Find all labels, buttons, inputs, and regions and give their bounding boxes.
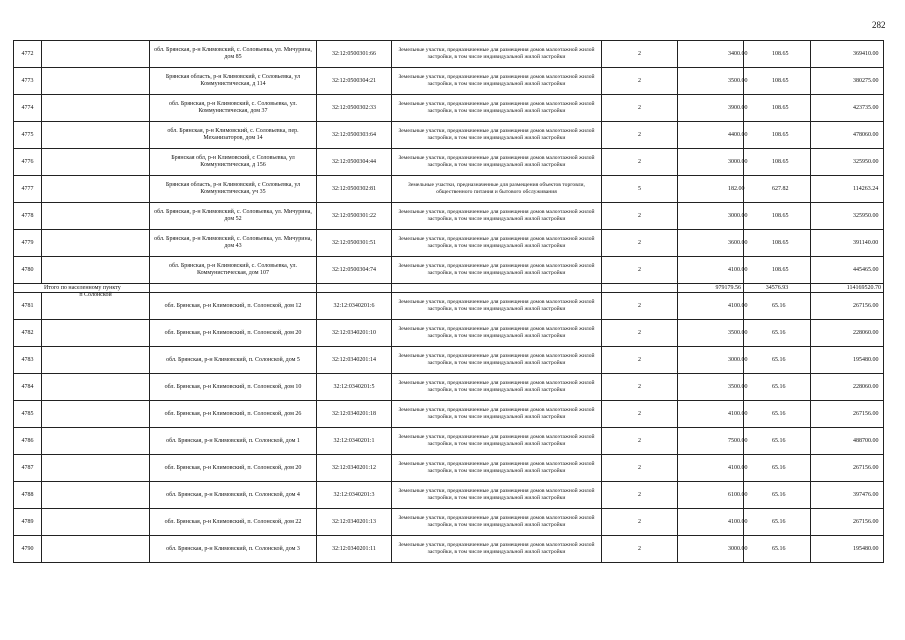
- land-use-cell: Земельные участки, предназначенные для размещения домов малоэтажной жилой застройки, в том числе индивидуальной жилой застройки: [392, 347, 602, 374]
- settlement-total-blank-2: [317, 284, 392, 293]
- price-cell: 4100.00: [678, 455, 744, 482]
- land-use-cell: Земельные участки, предназначенные для размещения домов малоэтажной жилой застройки, в том числе индивидуальной жилой застройки: [392, 149, 602, 176]
- total-cell: 391140.00: [811, 230, 884, 257]
- row-number: 4779: [14, 230, 42, 257]
- cadastral-number-cell: 32:12:0340201:1: [317, 428, 392, 455]
- settlement-cell: [42, 347, 150, 374]
- address-cell: Брянская обл, р-н Климовский, с Соловьевка, ул Коммунистическая, д 156: [150, 149, 317, 176]
- row-number: 4780: [14, 257, 42, 284]
- address-cell: обл. Брянская, р-н Климовский, п. Солонской, дом 26: [150, 401, 317, 428]
- table-row: [14, 230, 884, 257]
- address-cell: обл. Брянская, р-н Климовский, п. Солонской, дом 1: [150, 428, 317, 455]
- page-number: 282: [872, 20, 886, 30]
- cadastral-number-cell: 32:12:0340201:3: [317, 482, 392, 509]
- cadastral-number-cell: 32:12:0340201:11: [317, 536, 392, 563]
- table-row: [14, 41, 884, 68]
- category-cell: 2: [602, 482, 678, 509]
- address-cell: Брянская область, р-н Климовский, с Соловьевка, ул Коммунистическая, уч 35: [150, 176, 317, 203]
- address-cell: Брянская область, р-н Климовский, с Соловьевка, ул Коммунистическая, д 114: [150, 68, 317, 95]
- land-use-cell: Земельные участки, предназначенные для размещения домов малоэтажной жилой застройки, в том числе индивидуальной жилой застройки: [392, 68, 602, 95]
- total-cell: 267156.00: [811, 401, 884, 428]
- table-body-settlement-2: [14, 293, 884, 563]
- price-cell: 3500.00: [678, 68, 744, 95]
- rate-cell: 65.16: [744, 455, 811, 482]
- rate-cell: 108.65: [744, 230, 811, 257]
- category-cell: 2: [602, 68, 678, 95]
- cadastral-number-cell: 32:12:0500301:66: [317, 41, 392, 68]
- category-cell: 2: [602, 347, 678, 374]
- rate-cell: 108.65: [744, 68, 811, 95]
- settlement-total-blank-1: [150, 284, 317, 293]
- cadastral-number-cell: 32:12:0500302:33: [317, 95, 392, 122]
- total-cell: 114263.24: [811, 176, 884, 203]
- row-number: 4784: [14, 374, 42, 401]
- land-use-cell: Земельные участки, предназначенные для размещения домов малоэтажной жилой застройки, в том числе индивидуальной жилой застройки: [392, 509, 602, 536]
- cadastral-number-cell: 32:12:0500301:51: [317, 230, 392, 257]
- price-cell: 4100.00: [678, 509, 744, 536]
- category-cell: 2: [602, 149, 678, 176]
- rate-cell: 65.16: [744, 482, 811, 509]
- settlement-cell: [42, 176, 150, 203]
- category-cell: 2: [602, 41, 678, 68]
- category-cell: 2: [602, 257, 678, 284]
- settlement-cell: [42, 293, 150, 320]
- land-use-cell: Земельные участки, предназначенные для размещения домов малоэтажной жилой застройки, в том числе индивидуальной жилой застройки: [392, 257, 602, 284]
- category-cell: 2: [602, 509, 678, 536]
- category-cell: 2: [602, 320, 678, 347]
- row-number: 4782: [14, 320, 42, 347]
- settlement-cell: [42, 455, 150, 482]
- price-cell: 3000.00: [678, 536, 744, 563]
- settlement-sum-total: 114169520.70: [811, 284, 884, 293]
- settlement-total-label: Итого по населенному пункту: [14, 284, 150, 293]
- row-number: 4785: [14, 401, 42, 428]
- table-row: [14, 149, 884, 176]
- category-cell: 5: [602, 176, 678, 203]
- price-cell: 4100.00: [678, 401, 744, 428]
- category-cell: 2: [602, 230, 678, 257]
- price-cell: 3400.00: [678, 41, 744, 68]
- settlement-cell: [42, 68, 150, 95]
- total-cell: 488700.00: [811, 428, 884, 455]
- category-cell: 2: [602, 374, 678, 401]
- cadastral-number-cell: 32:12:0500301:22: [317, 203, 392, 230]
- price-cell: 3000.00: [678, 149, 744, 176]
- land-parcels-table: [13, 40, 884, 563]
- settlement-cell: [42, 122, 150, 149]
- land-use-cell: Земельные участки, предназначенные для размещения домов малоэтажной жилой застройки, в том числе индивидуальной жилой застройки: [392, 293, 602, 320]
- rate-cell: 65.16: [744, 347, 811, 374]
- row-number: 4776: [14, 149, 42, 176]
- rate-cell: 65.16: [744, 509, 811, 536]
- land-use-cell: Земельные участки, предназначенные для размещения домов малоэтажной жилой застройки, в том числе индивидуальной жилой застройки: [392, 536, 602, 563]
- table-row: [14, 68, 884, 95]
- rate-cell: 108.65: [744, 41, 811, 68]
- land-use-cell: Земельные участки, предназначенные для размещения домов малоэтажной жилой застройки, в том числе индивидуальной жилой застройки: [392, 203, 602, 230]
- row-number: 4774: [14, 95, 42, 122]
- row-number: 4772: [14, 41, 42, 68]
- cadastral-number-cell: 32:12:0340201:14: [317, 347, 392, 374]
- rate-cell: 108.65: [744, 257, 811, 284]
- settlement-cell: [42, 374, 150, 401]
- settlement-cell: [42, 257, 150, 284]
- table-row: [14, 293, 884, 320]
- address-cell: обл. Брянская, р-н Климовский, п. Солонской, дом 10: [150, 374, 317, 401]
- price-cell: 3600.00: [678, 230, 744, 257]
- total-cell: 267156.00: [811, 455, 884, 482]
- rate-cell: 65.16: [744, 293, 811, 320]
- settlement-total-blank-4: [602, 284, 678, 293]
- total-cell: 445465.00: [811, 257, 884, 284]
- settlement-cell: [42, 428, 150, 455]
- row-number: 4778: [14, 203, 42, 230]
- row-number: 4775: [14, 122, 42, 149]
- address-cell: обл. Брянская, р-н Климовский, п. Солонской, дом 3: [150, 536, 317, 563]
- total-cell: 325950.00: [811, 203, 884, 230]
- land-use-cell: Земельные участки, предназначенные для размещения домов малоэтажной жилой застройки, в том числе индивидуальной жилой застройки: [392, 230, 602, 257]
- total-cell: 380275.00: [811, 68, 884, 95]
- rate-cell: 65.16: [744, 401, 811, 428]
- price-cell: 182.00: [678, 176, 744, 203]
- rate-cell: 108.65: [744, 149, 811, 176]
- price-cell: 4100.00: [678, 257, 744, 284]
- land-use-cell: Земельные участки, предназначенные для размещения домов малоэтажной жилой застройки, в том числе индивидуальной жилой застройки: [392, 374, 602, 401]
- rate-cell: 65.16: [744, 428, 811, 455]
- settlement-price-total: 979179.56: [678, 284, 744, 293]
- land-use-cell: Земельные участки, предназначенные для размещения домов малоэтажной жилой застройки, в том числе индивидуальной жилой застройки: [392, 401, 602, 428]
- category-cell: 2: [602, 122, 678, 149]
- cadastral-number-cell: 32:12:0500302:81: [317, 176, 392, 203]
- table-row: [14, 95, 884, 122]
- rate-cell: 627.82: [744, 176, 811, 203]
- table-row: [14, 536, 884, 563]
- land-use-cell: Земельные участки, предназначенные для размещения домов малоэтажной жилой застройки, в том числе индивидуальной жилой застройки: [392, 428, 602, 455]
- price-cell: 3900.00: [678, 95, 744, 122]
- table-row: [14, 122, 884, 149]
- table-row: [14, 428, 884, 455]
- land-use-cell: Земельные участки, предназначенные для размещения домов малоэтажной жилой застройки, в том числе индивидуальной жилой застройки: [392, 95, 602, 122]
- cadastral-number-cell: 32:12:0500304:21: [317, 68, 392, 95]
- land-use-cell: Земельные участки, предназначенные для размещения домов малоэтажной жилой застройки, в том числе индивидуальной жилой застройки: [392, 122, 602, 149]
- category-cell: 2: [602, 536, 678, 563]
- table-row: [14, 257, 884, 284]
- table-row: [14, 203, 884, 230]
- rate-cell: 65.16: [744, 320, 811, 347]
- table-row: [14, 374, 884, 401]
- address-cell: обл. Брянская, р-н Климовский, п. Солонской, дом 12: [150, 293, 317, 320]
- price-cell: 3500.00: [678, 320, 744, 347]
- cadastral-number-cell: 32:12:0340201:5: [317, 374, 392, 401]
- settlement-cell: [42, 149, 150, 176]
- table-row: [14, 401, 884, 428]
- row-number: 4783: [14, 347, 42, 374]
- cadastral-number-cell: 32:12:0340201:6: [317, 293, 392, 320]
- address-cell: обл. Брянская, р-н Климовский, с. Соловьевка, ул. Коммунистическая, дом 37: [150, 95, 317, 122]
- rate-cell: 108.65: [744, 122, 811, 149]
- row-number: 4790: [14, 536, 42, 563]
- settlement-cell: [42, 320, 150, 347]
- address-cell: обл. Брянская, р-н Климовский, с. Соловьевка, ул. Мичурина, дом 43: [150, 230, 317, 257]
- price-cell: 4100.00: [678, 293, 744, 320]
- price-cell: 3000.00: [678, 347, 744, 374]
- row-number: 4781: [14, 293, 42, 320]
- category-cell: 2: [602, 428, 678, 455]
- land-use-cell: Земельные участки, предназначенные для размещения домов малоэтажной жилой застройки, в том числе индивидуальной жилой застройки: [392, 455, 602, 482]
- row-number: 4773: [14, 68, 42, 95]
- table-row: [14, 320, 884, 347]
- rate-cell: 65.16: [744, 374, 811, 401]
- total-cell: 423735.00: [811, 95, 884, 122]
- settlement-cell: [42, 482, 150, 509]
- table-body-settlement-1: [14, 41, 884, 284]
- cadastral-number-cell: 32:12:0340201:18: [317, 401, 392, 428]
- settlement-total-blank-3: [392, 284, 602, 293]
- settlement-cell: [42, 509, 150, 536]
- cadastral-number-cell: 32:12:0340201:12: [317, 455, 392, 482]
- price-cell: 3500.00: [678, 374, 744, 401]
- total-cell: 325950.00: [811, 149, 884, 176]
- cadastral-number-cell: 32:12:0500303:64: [317, 122, 392, 149]
- category-cell: 2: [602, 401, 678, 428]
- category-cell: 2: [602, 455, 678, 482]
- land-use-cell: Земельные участки, предназначенные для размещения домов малоэтажной жилой застройки, в том числе индивидуальной жилой застройки: [392, 41, 602, 68]
- price-cell: 4400.00: [678, 122, 744, 149]
- land-use-cell: Земельные участки, предназначенные для размещения объектов торговли, общественного питания и бытового обслуживания: [392, 176, 602, 203]
- land-use-cell: Земельные участки, предназначенные для размещения домов малоэтажной жилой застройки, в том числе индивидуальной жилой застройки: [392, 320, 602, 347]
- cadastral-number-cell: 32:12:0340201:10: [317, 320, 392, 347]
- category-cell: 2: [602, 293, 678, 320]
- rate-cell: 65.16: [744, 536, 811, 563]
- total-cell: 267156.00: [811, 293, 884, 320]
- total-cell: 228060.00: [811, 320, 884, 347]
- total-cell: 478060.00: [811, 122, 884, 149]
- row-number: 4787: [14, 455, 42, 482]
- table-row: [14, 176, 884, 203]
- address-cell: обл. Брянская, р-н Климовский, п. Солонской, дом 22: [150, 509, 317, 536]
- settlement-name: п Солонской: [79, 292, 112, 298]
- address-cell: обл. Брянская, р-н Климовский, п. Солонской, дом 20: [150, 455, 317, 482]
- settlement-cell: [42, 536, 150, 563]
- address-cell: обл. Брянская, р-н Климовский, с. Соловьевка, ул. Мичурина, дом 85: [150, 41, 317, 68]
- price-cell: 3000.00: [678, 203, 744, 230]
- address-cell: обл. Брянская, р-н Климовский, с. Соловьевка, ул. Мичурина, дом 52: [150, 203, 317, 230]
- address-cell: обл. Брянская, р-н Климовский, с. Соловьевка, пер. Механизаторов, дом 14: [150, 122, 317, 149]
- total-cell: 195480.00: [811, 347, 884, 374]
- cadastral-number-cell: 32:12:0340201:13: [317, 509, 392, 536]
- total-cell: 195480.00: [811, 536, 884, 563]
- total-cell: 267156.00: [811, 509, 884, 536]
- table-row: [14, 347, 884, 374]
- rate-cell: 108.65: [744, 203, 811, 230]
- total-cell: 228060.00: [811, 374, 884, 401]
- settlement-cell: [42, 230, 150, 257]
- price-cell: 7500.00: [678, 428, 744, 455]
- settlement-cell: [42, 95, 150, 122]
- row-number: 4777: [14, 176, 42, 203]
- address-cell: обл. Брянская, р-н Климовский, п. Солонской, дом 20: [150, 320, 317, 347]
- rate-cell: 108.65: [744, 95, 811, 122]
- address-cell: обл. Брянская, р-н Климовский, п. Солонской, дом 5: [150, 347, 317, 374]
- table-row: [14, 455, 884, 482]
- category-cell: 2: [602, 95, 678, 122]
- row-number: 4789: [14, 509, 42, 536]
- land-use-cell: Земельные участки, предназначенные для размещения домов малоэтажной жилой застройки, в том числе индивидуальной жилой застройки: [392, 482, 602, 509]
- table-row: [14, 482, 884, 509]
- cadastral-number-cell: 32:12:0500304:44: [317, 149, 392, 176]
- address-cell: обл. Брянская, р-н Климовский, п. Солонской, дом 4: [150, 482, 317, 509]
- settlement-rate-total: 34576.93: [744, 284, 811, 293]
- row-number: 4786: [14, 428, 42, 455]
- settlement-cell: [42, 203, 150, 230]
- category-cell: 2: [602, 203, 678, 230]
- price-cell: 6100.00: [678, 482, 744, 509]
- total-cell: 397476.00: [811, 482, 884, 509]
- settlement-cell: [42, 41, 150, 68]
- cadastral-number-cell: 32:12:0500304:74: [317, 257, 392, 284]
- table-row: [14, 509, 884, 536]
- row-number: 4788: [14, 482, 42, 509]
- settlement-cell: [42, 401, 150, 428]
- total-cell: 369410.00: [811, 41, 884, 68]
- address-cell: обл. Брянская, р-н Климовский, с. Соловьевка, ул. Коммунистическая, дом 107: [150, 257, 317, 284]
